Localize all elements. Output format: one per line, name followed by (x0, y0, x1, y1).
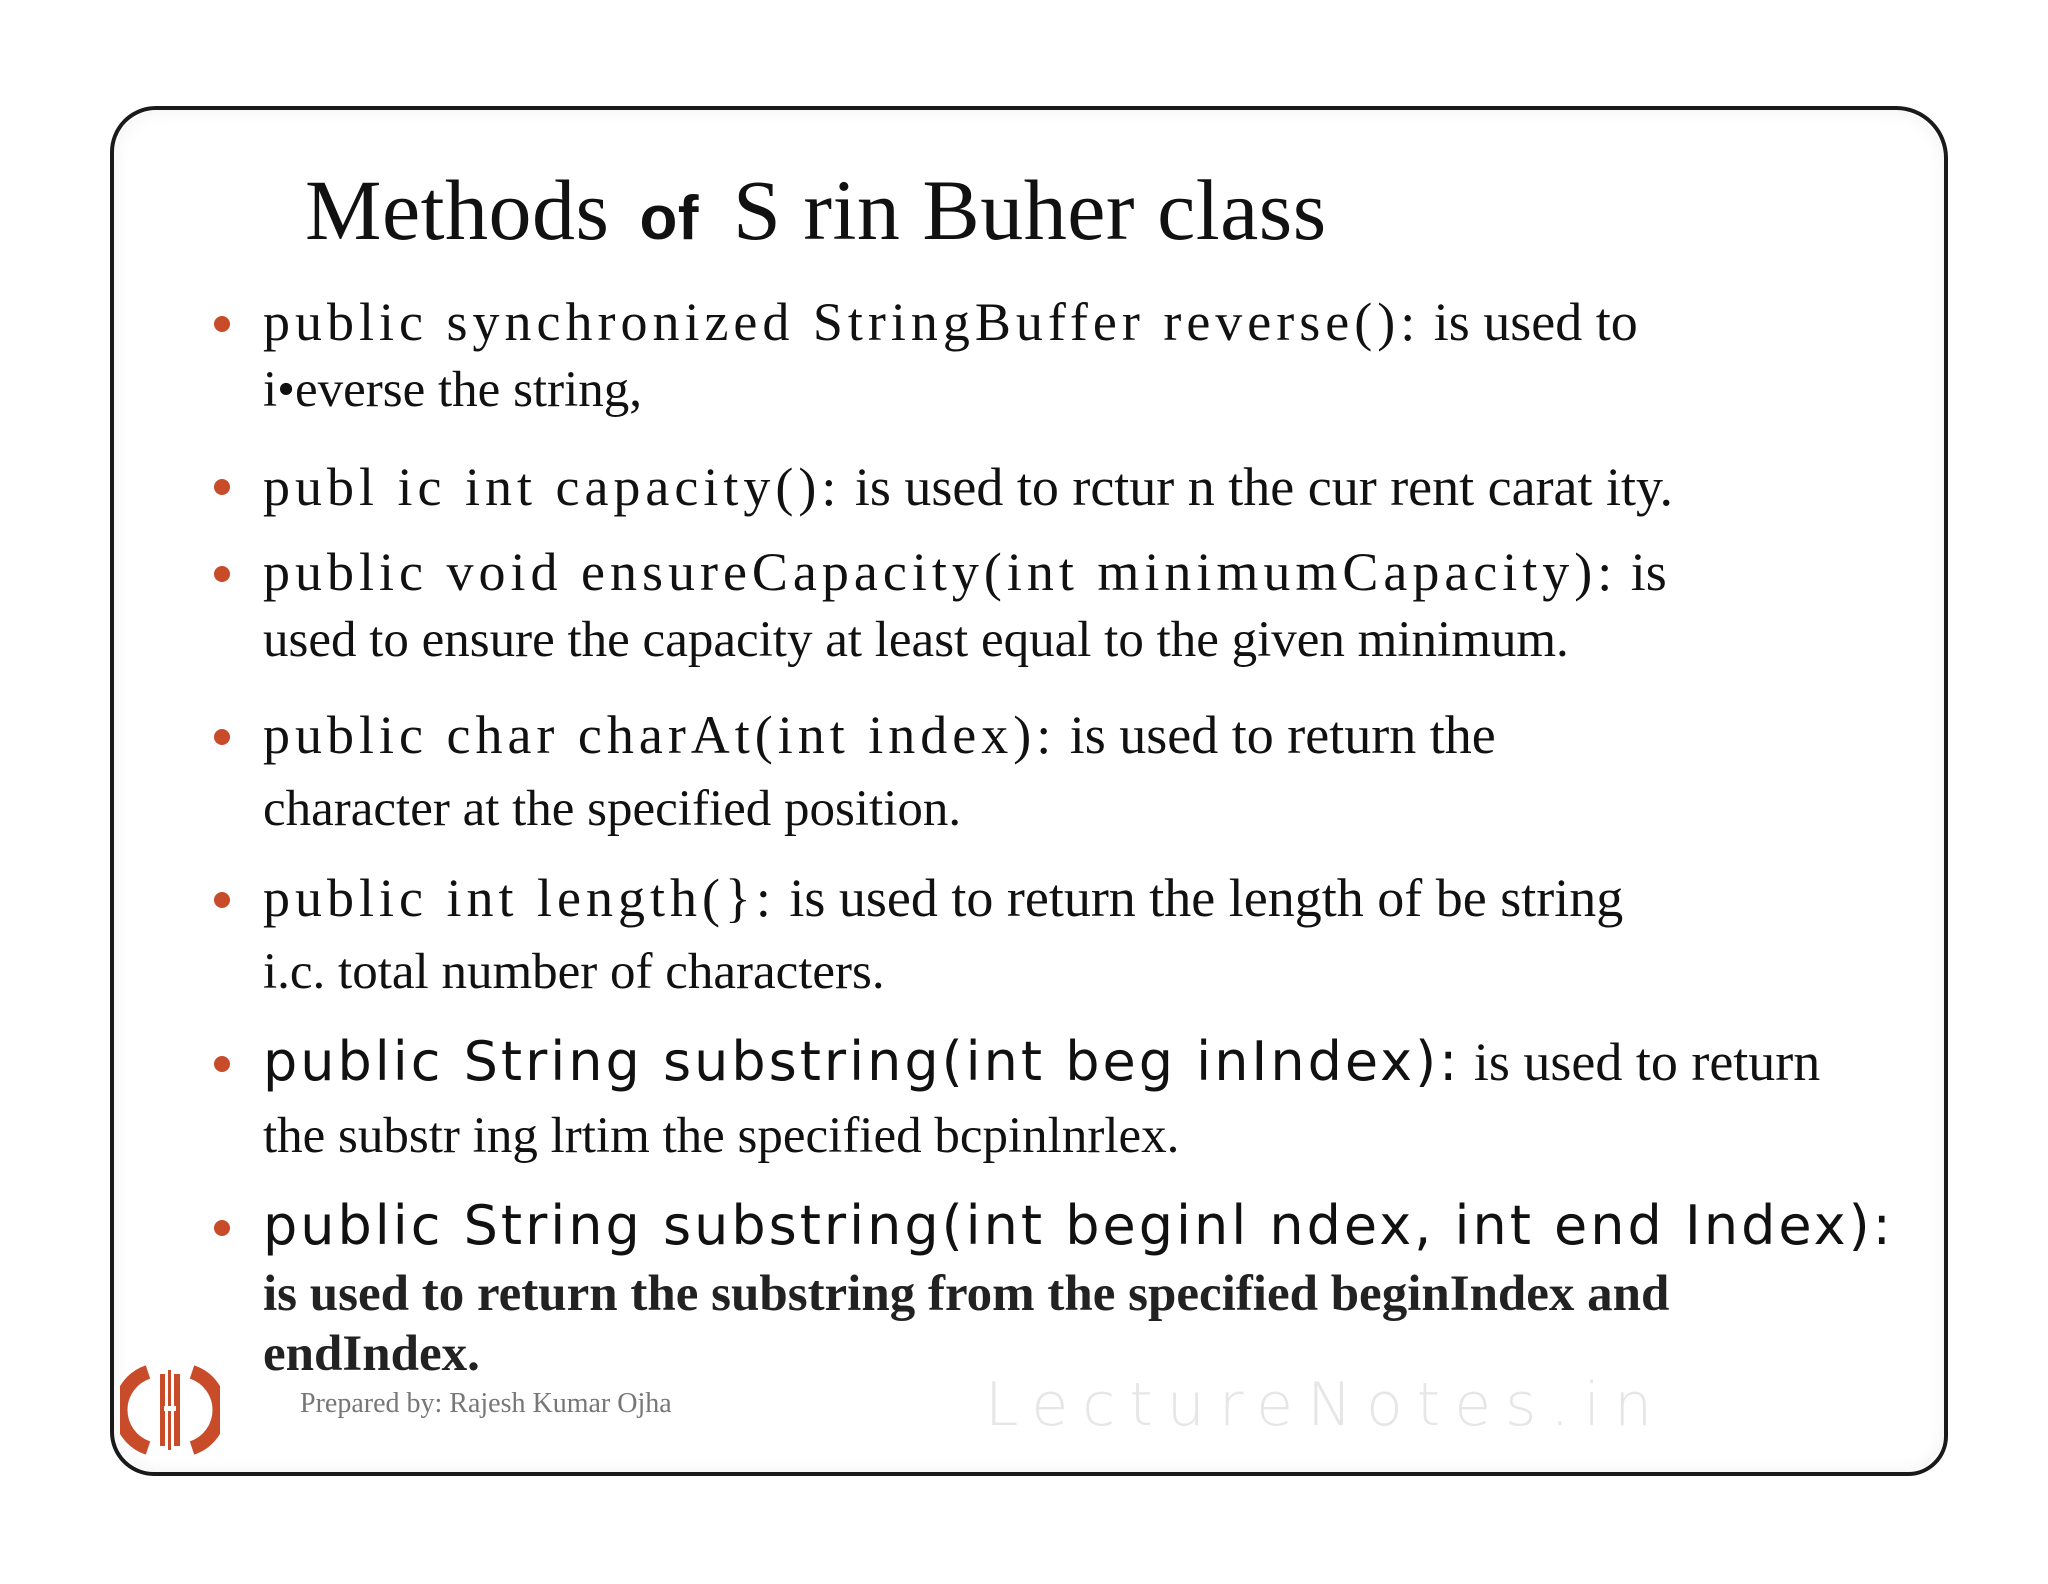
method-signature: public String substring(int beginl ndex, int end Index): (263, 1194, 1894, 1257)
method-description: is used to (1420, 292, 1638, 352)
method-description: is used to return the (1056, 705, 1496, 765)
method-signature: public int length(}: (263, 868, 776, 928)
method-description-end: endIndex. (263, 1326, 480, 1382)
bullet-icon (214, 1220, 230, 1236)
title-part-class: S rin Buher class (733, 162, 1327, 258)
method-signature: public String substring(int beg inIndex): (263, 1030, 1461, 1093)
method-description: is (1617, 542, 1667, 602)
list-item (0, 1194, 2048, 1394)
method-line (263, 290, 1638, 354)
title-part-methods: Methods (305, 162, 610, 258)
slide-title (305, 160, 1327, 269)
lecturenotes-logo-icon (120, 1360, 220, 1460)
list-item (0, 540, 2048, 690)
method-line (263, 866, 1623, 930)
list-item (0, 290, 2048, 440)
method-description-continued: i•everse the string, (263, 362, 642, 418)
method-line (263, 1194, 1894, 1258)
method-description-continued: character at the specified position. (263, 781, 962, 837)
watermark: LectureNotes.in (985, 1370, 1667, 1440)
method-line (263, 1030, 1820, 1094)
bullet-icon (214, 479, 230, 495)
list-item (0, 703, 2048, 853)
method-signature: public void ensureCapacity(int minimumCapacity): (263, 542, 1618, 602)
method-line (263, 540, 1667, 604)
list-item (0, 1030, 2048, 1180)
prepared-by-credit: Prepared by: Rajesh Kumar Ojha (300, 1388, 672, 1419)
method-signature: public char charAt(int index): (263, 705, 1057, 765)
method-description-continued: used to ensure the capacity at least equal to the given minimum. (263, 612, 1569, 668)
method-description-continued: i.c. total number of characters. (263, 944, 885, 1000)
bullet-icon (214, 1056, 230, 1072)
method-signature: publ ic int capacity(): (263, 457, 842, 517)
method-line (263, 703, 1496, 767)
method-description: is used to return (1460, 1032, 1821, 1092)
bullet-icon (214, 316, 230, 332)
method-description: is used to rctur n the cur rent carat ity. (841, 457, 1674, 517)
bullet-icon (214, 892, 230, 908)
list-item (0, 866, 2048, 1016)
title-part-of: of (639, 184, 700, 253)
method-description: is used to return the length of be string (775, 868, 1624, 928)
bullet-icon (214, 729, 230, 745)
method-description-continued: is used to return the substring from the specified beginIndex and (263, 1266, 1670, 1322)
bullet-icon (214, 566, 230, 582)
method-line (263, 455, 1673, 519)
method-description-continued: the substr ing lrtim the specified bcpinlnrlex. (263, 1108, 1180, 1164)
method-signature: public synchronized StringBuffer reverse(): (263, 292, 1421, 352)
